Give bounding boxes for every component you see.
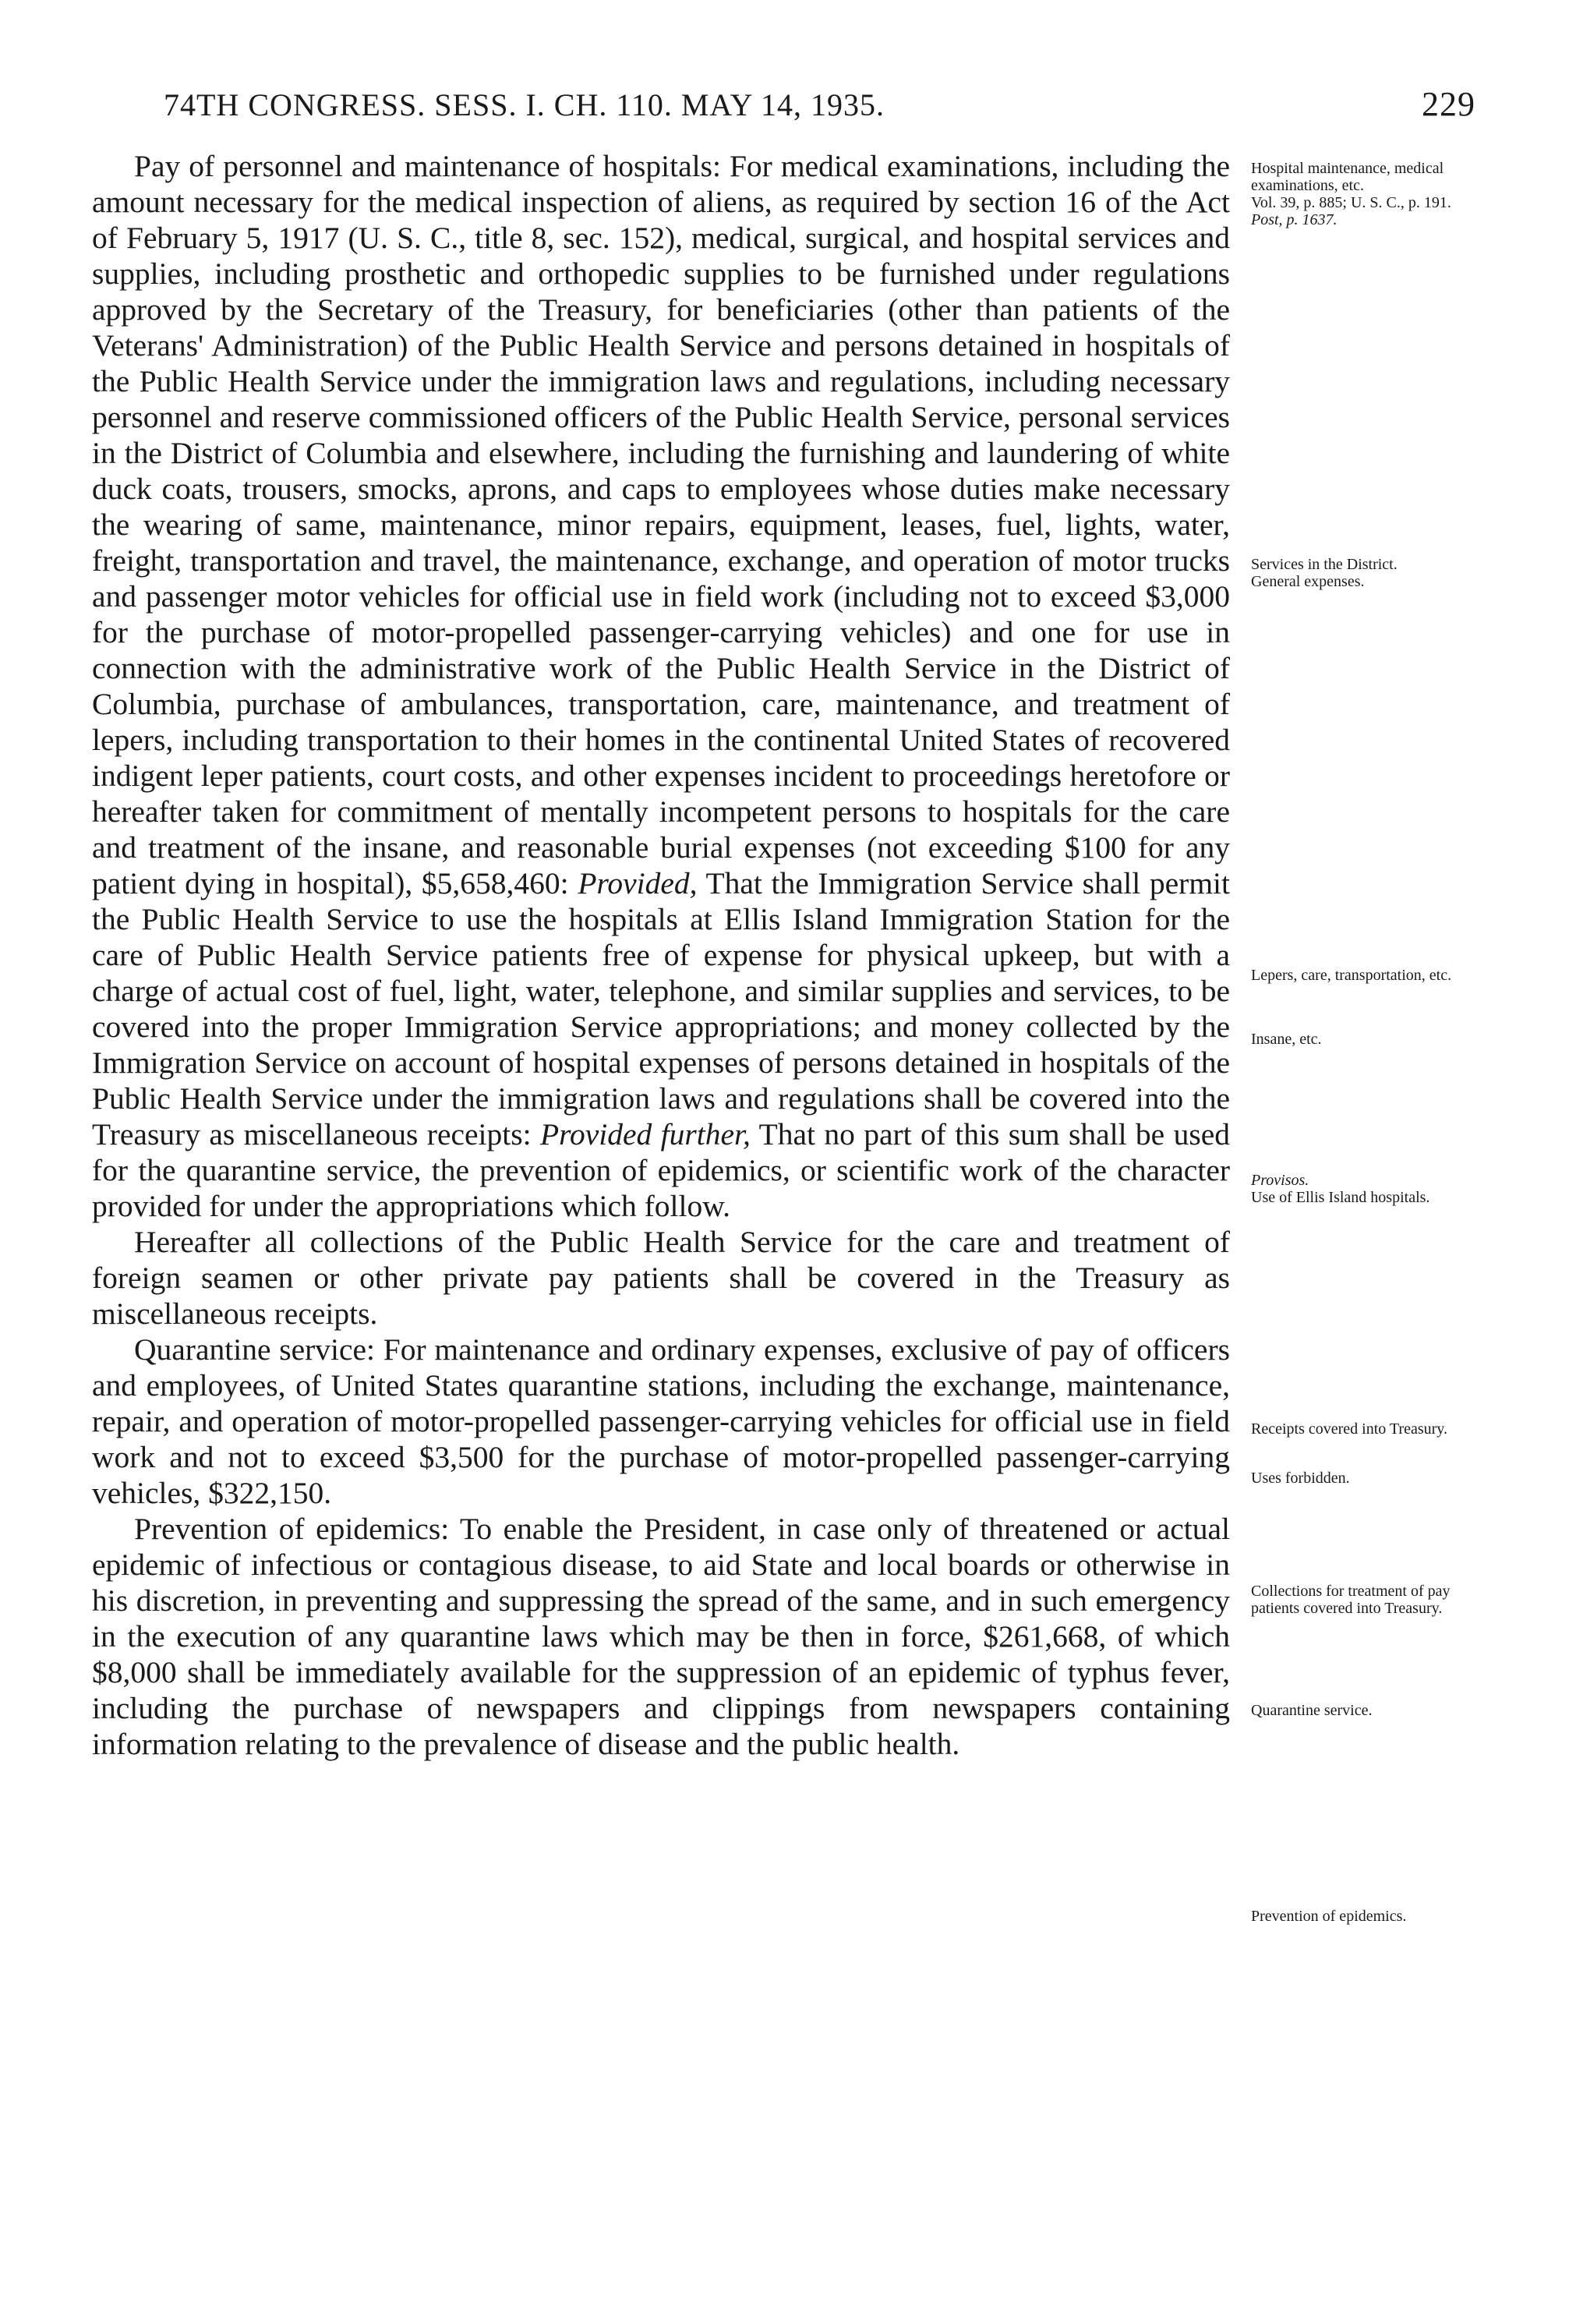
margin-note-insane-title: Insane, etc.	[1251, 1031, 1322, 1048]
margin-note-hospital-title: Hospital maintenance, medical examinations, etc.	[1251, 160, 1444, 194]
margin-note-insane	[1251, 1031, 1485, 1048]
margin-note-services	[1251, 556, 1485, 590]
paragraph-hospitals-part-c: That no part of this sum shall be used for the quarantine service, the prevention of epidemics, or scientific work of the character provided for under the appropriations which follow.	[92, 1117, 1231, 1223]
paragraph-hospitals-part-b: That the Immigration Service shall permit the Public Health Service to use the hospitals at Ellis Island Immigration Station for the care of Public Health Service patients free of expense for physical upkeep, but with a charge of actual cost of fuel, light, water, telephone, and similar supplies and services, to be covered into the proper Immigration Service appropriations; and money collected by the Immigration Service on account of hospital expenses of persons detained in hospitals of the Public Health Service under the immigration laws and regulations shall be covered into the Treasury as miscellaneous receipts:	[92, 866, 1230, 1151]
margin-note-receipts	[1251, 1420, 1485, 1438]
margin-note-provisos-title: Provisos.	[1251, 1172, 1309, 1189]
margin-note-services-title: Services in the District.	[1251, 556, 1398, 573]
paragraph-quarantine: Quarantine service: For maintenance and ordinary expenses, exclusive of pay of officers and employees, of United States quarantine stations, including the exchange, maintenance, repair, and operation of motor-propelled passenger-carrying vehicles for official use in field work and not to exceed $3,500 for the purchase of motor-propelled passenger-carrying vehicles, $322,150.	[92, 1332, 1230, 1510]
margin-note-collections-title: Collections for treatment of pay patients covered into Treasury.	[1251, 1583, 1451, 1617]
margin-note-quarantine-title: Quarantine service.	[1251, 1702, 1373, 1719]
paragraph-hospitals-part-a: Pay of personnel and maintenance of hospitals: For medical examinations, including the amount necessary for the medical inspection of aliens, as required by section 16 of the Act of February 5, 1917 (U. S. C., title 8, sec. 152), medical, surgical, and hospital services and supplies, including prosthetic and orthopedic supplies to be furnished under regulations approved by the Secretary of the Treasury, for beneficiaries (other than patients of the Veterans' Administration) of the Public Health Service and persons detained in hospitals of the Public Health Service under the immigration laws and regulations, including necessary personnel and reserve commissioned officers of the Public Health Service, personal services in the District of Columbia and elsewhere, including the furnishing and laundering of white duck coats, trousers, smocks, aprons, and caps to employees whose duties make necessary the wearing of same, maintenance, minor repairs, equipment, leases, fuel, lights, water, freight, transportation and travel, the maintenance, exchange, and operation of motor trucks and passenger motor vehicles for official use in field work (including not to exceed $3,000 for the purchase of motor-propelled passenger-carrying vehicles) and one for use in connection with the administrative work of the Public Health Service in the District of Columbia, purchase of ambulances, transportation, care, maintenance, and treatment of lepers, including transportation to their homes in the continental United States of recovered indigent leper patients, court costs, and other expenses incident to proceedings heretofore or hereafter taken for commitment of mentally incompetent persons to hospitals for the care and treatment of the insane, and reasonable burial expenses (not exceeding $100 for any patient dying in hospital), $5,658,460:	[92, 149, 1230, 900]
page-number: 229	[1422, 85, 1475, 123]
margin-note-lepers-title: Lepers, care, transportation, etc.	[1251, 967, 1452, 984]
margin-note-hospital	[1251, 160, 1485, 228]
margin-note-uses-title: Uses forbidden.	[1251, 1470, 1350, 1487]
margin-note-prevention	[1251, 1908, 1485, 1925]
margin-note-receipts-title: Receipts covered into Treasury.	[1251, 1420, 1447, 1438]
margin-note-provisos-sub: Use of Ellis Island hospitals.	[1251, 1189, 1430, 1206]
margin-note-provisos	[1251, 1172, 1485, 1206]
running-head: 74TH CONGRESS. SESS. I. CH. 110. MAY 14, 1935.	[164, 87, 885, 122]
body-text	[92, 148, 1230, 1762]
margin-note-services-sub: General expenses.	[1251, 573, 1365, 590]
provided-italic: Provided,	[578, 866, 698, 900]
margin-note-hospital-ref1: Vol. 39, p. 885; U. S. C., p. 191.	[1251, 194, 1451, 211]
page-header	[164, 84, 1475, 131]
margin-note-lepers	[1251, 967, 1485, 984]
paragraph-prevention: Prevention of epidemics: To enable the President, in case only of threatened or actual epidemic of infectious or contagious disease, to aid State and local boards or otherwise in his discretion, in preventing and suppressing the spread of the same, and in such emergency in the execution of any quarantine laws which may be then in force, $261,668, of which $8,000 shall be immediately available for the suppression of an epidemic of typhus fever, including the purchase of newspapers and clippings from newspapers containing information relating to the prevalence of disease and the public health.	[92, 1512, 1230, 1761]
paragraph-hospitals	[92, 148, 1230, 1224]
margin-note-prevention-title: Prevention of epidemics.	[1251, 1908, 1407, 1925]
margin-note-hospital-ref2: Post, p. 1637.	[1251, 211, 1338, 228]
margin-note-quarantine	[1251, 1702, 1485, 1719]
margin-note-uses	[1251, 1470, 1485, 1487]
margin-note-collections	[1251, 1583, 1485, 1617]
paragraph-collections: Hereafter all collections of the Public Health Service for the care and treatment of foreign seamen or other private pay patients shall be covered in the Treasury as miscellaneous receipts.	[92, 1225, 1230, 1331]
provided-further-italic: Provided further,	[539, 1117, 751, 1151]
